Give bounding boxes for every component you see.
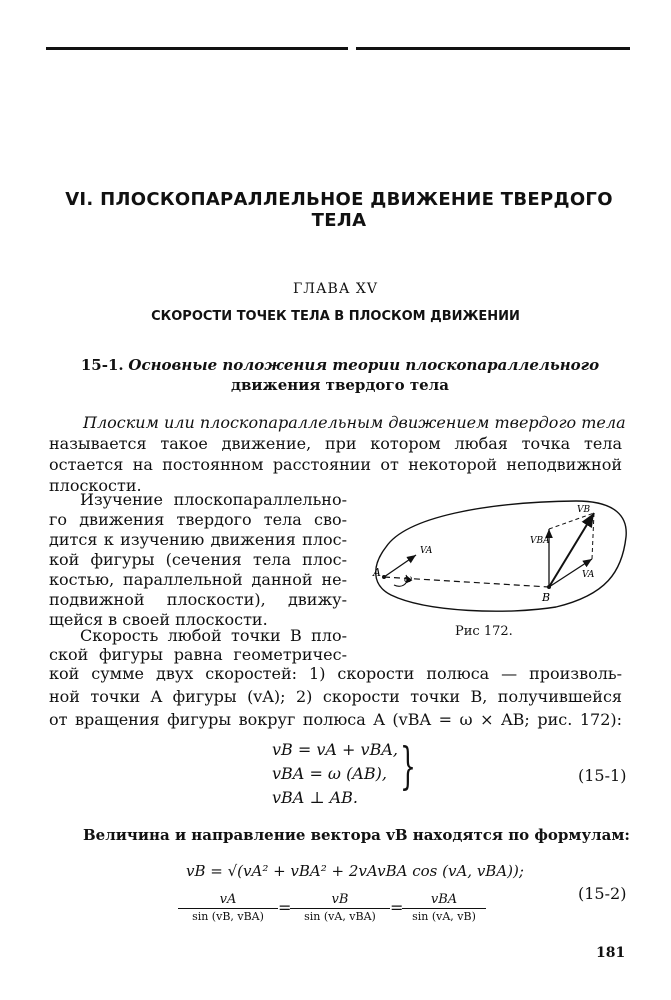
paragraph1-line4: плоскости. xyxy=(49,476,142,495)
eq1-line2: vBA = ω (AB), xyxy=(272,764,387,783)
paragraph3-line3: кой сумме двух скоростей: 1) скорости полюса — произволь- xyxy=(49,664,622,683)
section-number: 15-1. xyxy=(80,356,124,374)
paragraph3-line4: ной точки A фигуры (vA); 2) скорости точки B, получившейся xyxy=(49,687,622,706)
eq2-number: (15-2) xyxy=(578,884,627,903)
eq2-equals-2: = xyxy=(390,898,404,917)
point-b xyxy=(547,585,551,589)
top-rule-left xyxy=(46,47,348,50)
section-title-line1: Основные положения теории плоскопараллельного xyxy=(128,356,600,374)
figure-caption: Рис 172. xyxy=(455,624,513,639)
paragraph2-line: Изучение плоскопараллельно- xyxy=(80,490,347,509)
label-vba: VBA xyxy=(530,536,550,546)
eq1-line1: vB = vA + vBA, xyxy=(272,740,398,759)
eq1-line3: vBA ⊥ AB. xyxy=(272,788,358,807)
label-b: B xyxy=(542,591,551,604)
transition-text: Величина и направление вектора vB находятся по формулам: xyxy=(83,826,630,844)
eq2-fraction-1 xyxy=(178,892,278,923)
eq1-brace: } xyxy=(399,737,416,795)
paragraph3-line: ской фигуры равна геометричес- xyxy=(49,645,347,664)
label-vb: VB xyxy=(577,505,591,515)
section-title-line2: движения твердого тела xyxy=(231,376,449,394)
paragraph2-line: кой фигуры (сечения тела плос- xyxy=(49,550,347,569)
eq2-fraction-3 xyxy=(402,892,486,923)
point-a xyxy=(382,575,386,579)
label-omega: ω xyxy=(404,574,413,585)
eq1-number: (15-1) xyxy=(578,766,627,785)
top-rule-right xyxy=(356,47,630,50)
parallelogram-side xyxy=(549,513,594,529)
paragraph2-line: щейся в своей плоскости. xyxy=(49,610,268,629)
eq2-frac3-denominator: sin (vA, vB) xyxy=(412,910,476,923)
eq2-frac2-denominator: sin (vA, vBA) xyxy=(304,910,376,923)
part-title: VI. ПЛОСКОПАРАЛЛЕЛЬНОЕ ДВИЖЕНИЕ ТВЕРДОГО ТЕЛА xyxy=(65,189,613,231)
eq2-frac1-denominator: sin (vB, vBA) xyxy=(192,910,264,923)
eq2-frac3-numerator: vBA xyxy=(402,892,486,909)
eq2-frac2-numerator: vB xyxy=(290,892,390,909)
eq2-fraction-2 xyxy=(290,892,390,923)
paragraph2-line: го движения твердого тела сво- xyxy=(49,510,347,529)
eq2-frac1-numerator: vA xyxy=(178,892,278,909)
figure-172 xyxy=(366,497,630,615)
parallelogram-side xyxy=(592,513,594,559)
chapter-label: ГЛАВА XV xyxy=(293,281,378,297)
label-va: VA xyxy=(420,546,433,556)
chapter-title: СКОРОСТИ ТОЧЕК ТЕЛА В ПЛОСКОМ ДВИЖЕНИИ xyxy=(151,309,520,324)
eq2-equals-1: = xyxy=(278,898,292,917)
paragraph2-line: подвижной плоскости), движу- xyxy=(49,590,347,609)
eq2-line1: vB = √(vA² + vBA² + 2vAvBA cos (vA, vBA)); xyxy=(186,862,524,880)
section-title xyxy=(60,355,620,395)
paragraph2-line: костью, параллельной данной не- xyxy=(49,570,347,589)
label-va-at-b: VA xyxy=(582,570,595,580)
paragraph1-line2: называется такое движение, при котором любая точка тела xyxy=(49,434,622,453)
paragraph2-line: дится к изучению движения плос- xyxy=(49,530,347,549)
label-a: A xyxy=(373,566,381,579)
paragraph3-line: Скорость любой точки B пло- xyxy=(80,626,347,645)
page-number: 181 xyxy=(596,945,626,961)
paragraph3-line5: от вращения фигуры вокруг полюса A (vBA = ω × AB; рис. 172): xyxy=(49,710,622,729)
paragraph1-line3: остается на постоянном расстоянии от некоторой неподвижной xyxy=(49,455,622,474)
paragraph1-term: Плоским или плоскопараллельным движением твердого тела xyxy=(83,413,626,432)
